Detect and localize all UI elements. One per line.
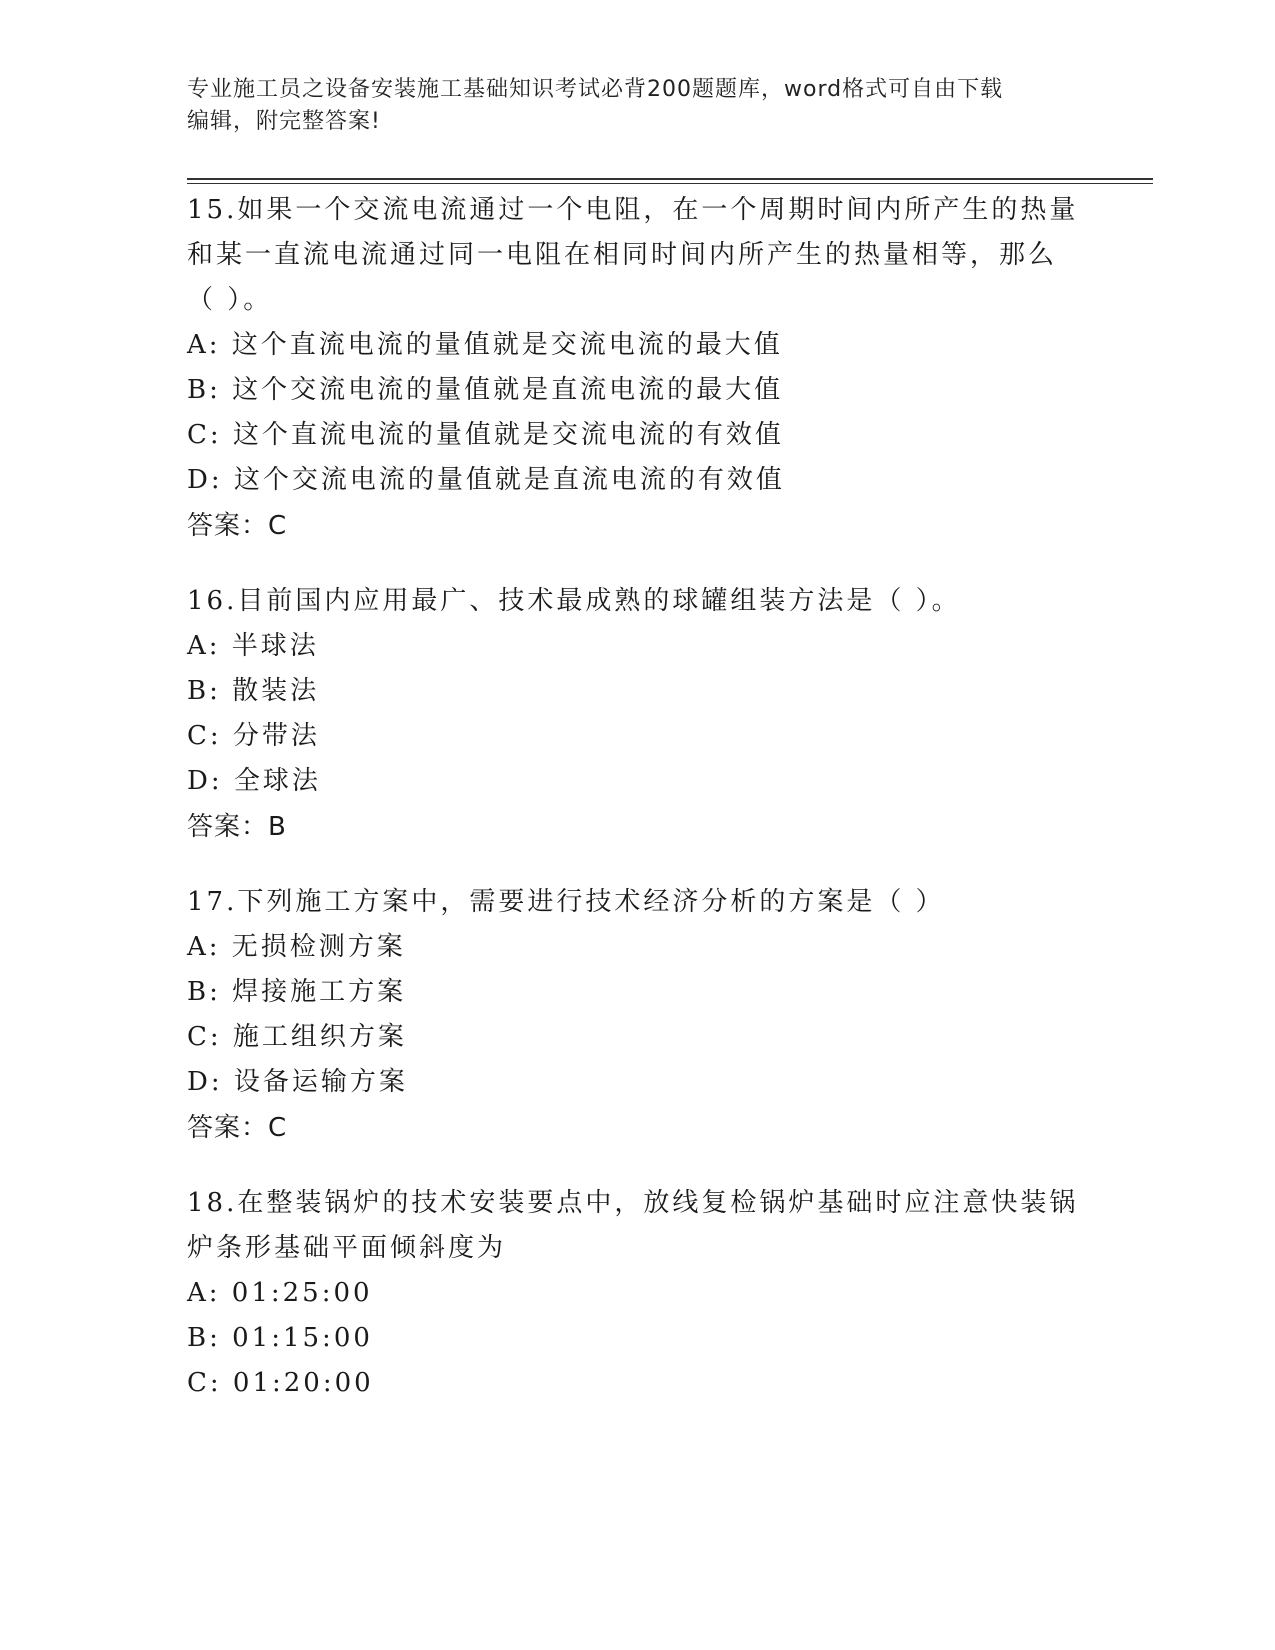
option-a: A: 01:25:00 <box>187 1278 373 1308</box>
header-divider-thick <box>187 178 1153 180</box>
answer-line: 答案：C <box>187 1113 288 1143</box>
question-stem-line: 15.如果一个交流电流通过一个电阻，在一个周期时间内所产生的热量 <box>187 195 1079 225</box>
option-c: C: 这个直流电流的量值就是交流电流的有效值 <box>187 420 784 450</box>
header-divider-thin <box>187 183 1153 184</box>
option-c: C: 01:20:00 <box>187 1368 374 1398</box>
question-16 <box>187 579 1087 850</box>
question-stem-line: 和某一直流电流通过同一电阻在相同时间内所产生的热量相等，那么 <box>187 240 1058 270</box>
question-stem-line: 17.下列施工方案中，需要进行技术经济分析的方案是（ ） <box>187 887 945 917</box>
header-title-line-1: 专业施工员之设备安装施工基础知识考试必背200题题库，word格式可自由下载 <box>187 77 1004 102</box>
option-c: C: 分带法 <box>187 721 320 751</box>
option-b: B: 焊接施工方案 <box>187 977 407 1007</box>
answer-line: 答案：C <box>187 511 288 541</box>
option-d: D: 设备运输方案 <box>187 1067 408 1097</box>
answer-line: 答案：B <box>187 812 287 842</box>
header-title-line-2: 编辑，附完整答案! <box>187 109 381 134</box>
option-b: B: 散装法 <box>187 676 320 706</box>
question-17 <box>187 880 1087 1151</box>
question-18 <box>187 1181 1087 1406</box>
question-stem-line: 炉条形基础平面倾斜度为 <box>187 1233 507 1263</box>
option-a: A: 半球法 <box>187 631 319 661</box>
option-c: C: 施工组织方案 <box>187 1022 407 1052</box>
question-stem-line: （ ）。 <box>187 285 273 315</box>
question-15 <box>187 188 1087 549</box>
option-d: D: 全球法 <box>187 766 321 796</box>
option-d: D: 这个交流电流的量值就是直流电流的有效值 <box>187 465 785 495</box>
question-stem-line: 16.目前国内应用最广、技术最成熟的球罐组装方法是（ ）。 <box>187 586 961 616</box>
option-b: B: 01:15:00 <box>187 1323 373 1353</box>
question-stem-line: 18.在整装锅炉的技术安装要点中，放线复检锅炉基础时应注意快装锅 <box>187 1188 1079 1218</box>
question-list <box>187 188 1087 1436</box>
option-a: A: 无损检测方案 <box>187 932 406 962</box>
document-header <box>187 74 1067 138</box>
option-b: B: 这个交流电流的量值就是直流电流的最大值 <box>187 375 784 405</box>
option-a: A: 这个直流电流的量值就是交流电流的最大值 <box>187 330 783 360</box>
